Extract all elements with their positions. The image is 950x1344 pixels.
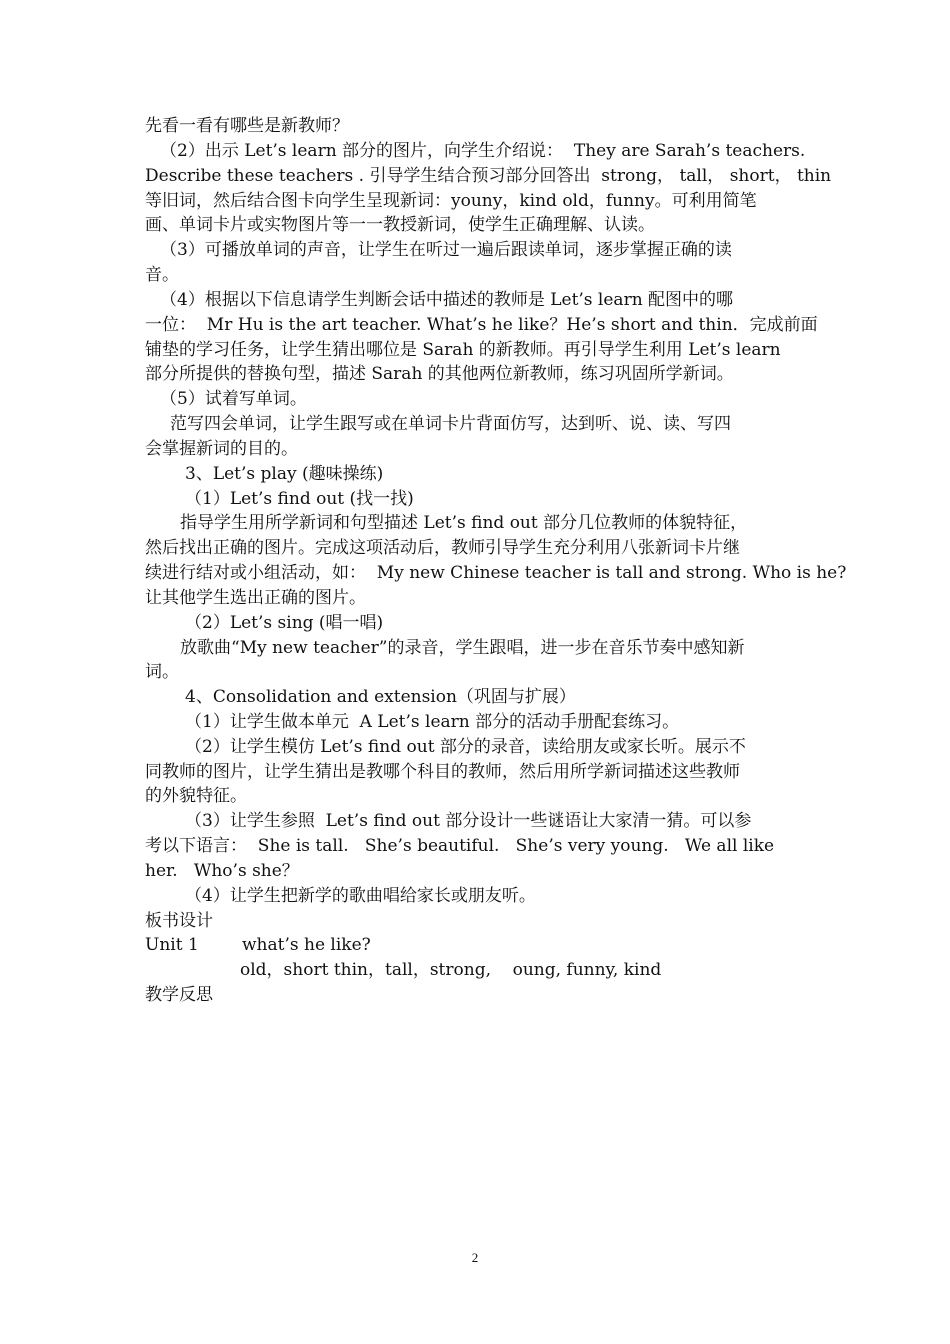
text-line: 考以下语言： She is tall. She’s beautiful. She’s very young. We all like xyxy=(145,836,775,856)
section-heading: 4、Consolidation and extension（巩固与扩展） xyxy=(185,687,576,707)
section-heading: 教学反思 xyxy=(145,985,213,1005)
text-line: Unit 1 what’s he like? xyxy=(145,935,371,955)
text-line: 同教师的图片，让学生猜出是教哪个科目的教师，然后用所学新词描述这些教师 xyxy=(145,762,740,782)
text-line: 音。 xyxy=(145,265,179,285)
text-line: 会掌握新词的目的。 xyxy=(145,439,298,459)
text-line: 放歌曲“My new teacher”的录音，学生跟唱，进一步在音乐节奏中感知新 xyxy=(180,638,745,658)
text-line: her. Who’s she？ xyxy=(145,861,299,881)
text-line: 一位： Mr Hu is the art teacher. What’s he like？He’s short and thin．完成前面 xyxy=(145,315,818,335)
text-line: 让其他学生选出正确的图片。 xyxy=(145,588,366,608)
text-line: （4）让学生把新学的歌曲唱给家长或朋友听。 xyxy=(185,886,536,906)
text-line: 先看一看有哪些是新教师？ xyxy=(145,116,349,136)
section-heading: 3、Let’s play (趣味操练) xyxy=(185,464,384,484)
text-line: （1）Let’s find out (找一找) xyxy=(185,489,414,509)
text-line: （3）可播放单词的声音，让学生在听过一遍后跟读单词，逐步掌握正确的读 xyxy=(160,240,732,260)
text-line: 铺垫的学习任务，让学生猜出哪位是 Sarah 的新教师。再引导学生利用 Let’s learn xyxy=(145,340,781,360)
text-line: 续进行结对或小组活动，如： My new Chinese teacher is tall and strong. Who is he? xyxy=(145,563,847,583)
text-line: （5）试着写单词。 xyxy=(160,389,307,409)
text-line: 然后找出正确的图片。完成这项活动后，教师引导学生充分利用八张新词卡片继 xyxy=(145,538,740,558)
text-line: 部分所提供的替换句型，描述 Sarah 的其他两位新教师，练习巩固所学新词。 xyxy=(145,364,734,384)
section-heading: 板书设计 xyxy=(145,911,213,931)
text-line: 指导学生用所学新词和句型描述 Let’s find out 部分几位教师的体貌特征， xyxy=(180,513,748,533)
text-line: 等旧词，然后结合图卡向学生呈现新词：youny，kind old，funny。可利用简笔 xyxy=(145,191,757,211)
text-line: 词。 xyxy=(145,662,179,682)
text-line: 画、单词卡片或实物图片等一一教授新词，使学生正确理解、认读。 xyxy=(145,215,655,235)
page-number: 2 xyxy=(471,1250,479,1265)
text-line: （2）出示 Let’s learn 部分的图片，向学生介绍说： They are Sarah’s teachers. xyxy=(160,141,806,161)
text-line: 的外貌特征。 xyxy=(145,786,247,806)
text-line: （4）根据以下信息请学生判断会话中描述的教师是 Let’s learn 配图中的哪 xyxy=(160,290,734,310)
text-line: 范写四会单词，让学生跟写或在单词卡片背面仿写，达到听、说、读、写四 xyxy=(170,414,731,434)
text-line: （2）让学生模仿 Let’s find out 部分的录音，读给朋友或家长听。展示不 xyxy=(185,737,746,757)
text-line: （3）让学生参照 Let’s find out 部分设计一些谜语让大家清一猜。可以参 xyxy=(185,811,752,831)
text-line: old，short thin，tall，strong, oung, funny, kind xyxy=(240,960,662,980)
text-line: （1）让学生做本单元 A Let’s learn 部分的活动手册配套练习。 xyxy=(185,712,680,732)
text-line: Describe these teachers . 引导学生结合预习部分回答出 strong， tall， short， thin xyxy=(145,166,832,186)
text-line: （2）Let’s sing (唱一唱) xyxy=(185,613,384,633)
